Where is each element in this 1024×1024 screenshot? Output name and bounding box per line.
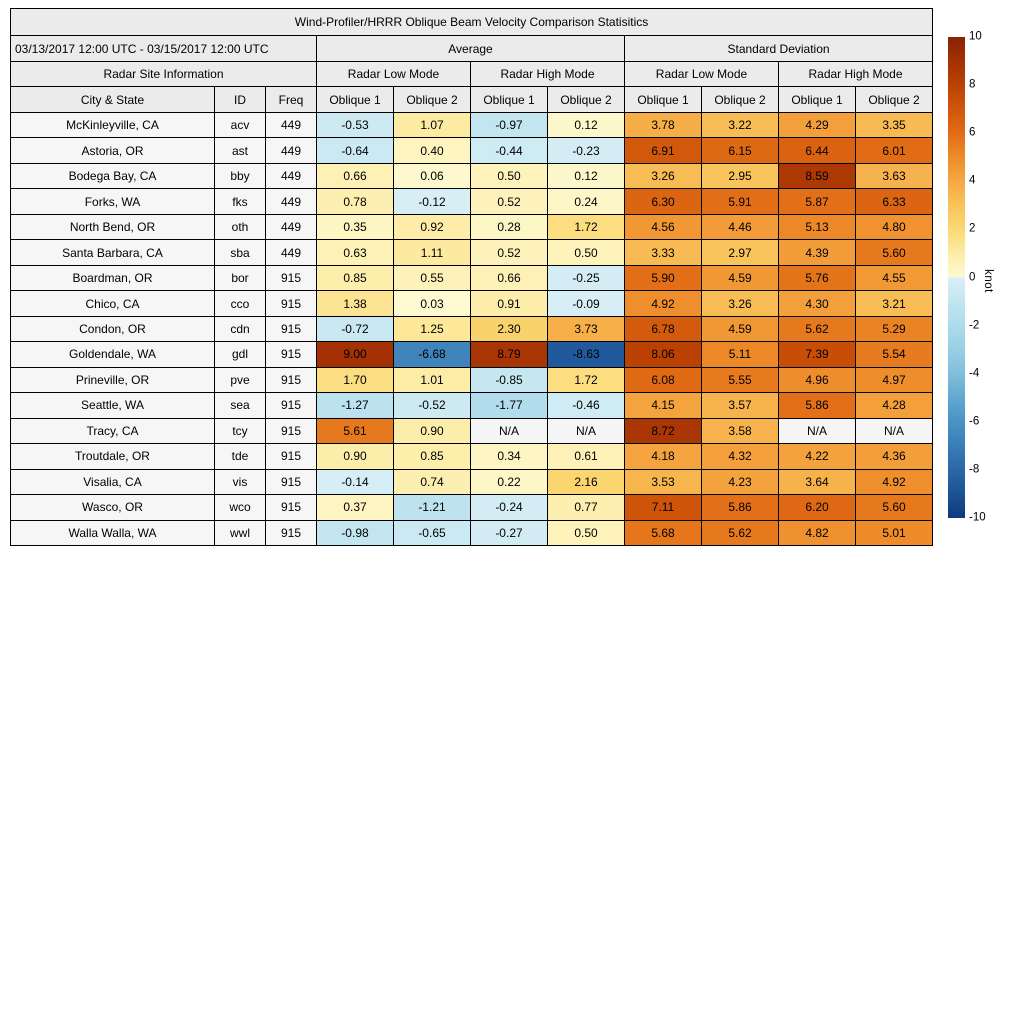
table-row [11, 189, 933, 214]
freq-cell: 915 [266, 316, 317, 341]
table-row [11, 418, 933, 443]
table-row [11, 240, 933, 265]
value-cell: 4.96 [779, 367, 856, 392]
value-cell: -1.77 [471, 393, 548, 418]
value-cell: -0.46 [548, 393, 625, 418]
id-cell: vis [215, 469, 266, 494]
value-cell: 7.39 [779, 342, 856, 367]
value-cell: 3.64 [779, 469, 856, 494]
value-cell: 0.91 [471, 291, 548, 316]
table-row [11, 113, 933, 138]
id-cell: pve [215, 367, 266, 392]
value-cell: 8.06 [625, 342, 702, 367]
header-oblique2: Oblique 2 [394, 87, 471, 113]
value-cell: 3.57 [702, 393, 779, 418]
city-cell: Condon, OR [11, 316, 215, 341]
header-average: Average [317, 36, 625, 62]
header-standard-deviation: Standard Deviation [625, 36, 933, 62]
value-cell: 6.15 [702, 138, 779, 163]
freq-cell: 449 [266, 138, 317, 163]
value-cell: 3.26 [702, 291, 779, 316]
value-cell: -0.97 [471, 113, 548, 138]
value-cell: 0.92 [394, 214, 471, 239]
value-cell: 4.28 [856, 393, 933, 418]
id-cell: bby [215, 163, 266, 188]
value-cell: 8.79 [471, 342, 548, 367]
value-cell: 5.62 [779, 316, 856, 341]
value-cell: 4.29 [779, 113, 856, 138]
table-row [11, 265, 933, 290]
value-cell: 0.52 [471, 189, 548, 214]
value-cell: 3.33 [625, 240, 702, 265]
value-cell: -0.53 [317, 113, 394, 138]
value-cell: 0.63 [317, 240, 394, 265]
value-cell: 0.35 [317, 214, 394, 239]
colorbar-tick-label: -6 [969, 415, 980, 428]
value-cell: -0.52 [394, 393, 471, 418]
value-cell: 3.63 [856, 163, 933, 188]
header-oblique1: Oblique 1 [317, 87, 394, 113]
table-row [11, 367, 933, 392]
value-cell: 6.91 [625, 138, 702, 163]
city-cell: Chico, CA [11, 291, 215, 316]
value-cell: 5.01 [856, 520, 933, 545]
table-row [11, 393, 933, 418]
value-cell: 0.28 [471, 214, 548, 239]
value-cell: 5.86 [702, 495, 779, 520]
header-radar-site-information: Radar Site Information [11, 62, 317, 87]
value-cell: 6.78 [625, 316, 702, 341]
city-cell: Santa Barbara, CA [11, 240, 215, 265]
value-cell: N/A [548, 418, 625, 443]
header-std-low-mode: Radar Low Mode [625, 62, 779, 87]
colorbar-tick-label: 10 [969, 30, 982, 43]
value-cell: 0.50 [471, 163, 548, 188]
header-oblique1: Oblique 1 [471, 87, 548, 113]
value-cell: 1.07 [394, 113, 471, 138]
id-cell: fks [215, 189, 266, 214]
value-cell: 3.58 [702, 418, 779, 443]
value-cell: 0.77 [548, 495, 625, 520]
value-cell: 1.25 [394, 316, 471, 341]
value-cell: 4.18 [625, 444, 702, 469]
value-cell: 4.82 [779, 520, 856, 545]
value-cell: 9.00 [317, 342, 394, 367]
table-row [11, 214, 933, 239]
table-body [11, 113, 933, 546]
freq-cell: 915 [266, 520, 317, 545]
time-period-label: 03/13/2017 12:00 UTC - 03/15/2017 12:00 UTC [11, 36, 317, 62]
value-cell: -0.72 [317, 316, 394, 341]
value-cell: 5.76 [779, 265, 856, 290]
value-cell: 1.01 [394, 367, 471, 392]
colorbar-tick-label: 4 [969, 174, 976, 187]
header-freq: Freq [266, 87, 317, 113]
colorbar-tick-label: 6 [969, 126, 976, 139]
value-cell: N/A [471, 418, 548, 443]
value-cell: 1.72 [548, 367, 625, 392]
id-cell: wco [215, 495, 266, 520]
value-cell: 3.26 [625, 163, 702, 188]
value-cell: -0.98 [317, 520, 394, 545]
value-cell: -8.63 [548, 342, 625, 367]
value-cell: 3.53 [625, 469, 702, 494]
value-cell: 4.59 [702, 316, 779, 341]
value-cell: 0.12 [548, 163, 625, 188]
colorbar-tick-label: -4 [969, 366, 980, 379]
id-cell: wwl [215, 520, 266, 545]
value-cell: 6.30 [625, 189, 702, 214]
value-cell: 0.90 [317, 444, 394, 469]
header-avg-high-mode: Radar High Mode [471, 62, 625, 87]
value-cell: 0.85 [394, 444, 471, 469]
value-cell: -0.85 [471, 367, 548, 392]
value-cell: 2.16 [548, 469, 625, 494]
value-cell: 4.92 [625, 291, 702, 316]
table-row [11, 444, 933, 469]
value-cell: 0.22 [471, 469, 548, 494]
table-row [11, 316, 933, 341]
value-cell: 5.91 [702, 189, 779, 214]
value-cell: 5.54 [856, 342, 933, 367]
value-cell: 4.15 [625, 393, 702, 418]
city-cell: Prineville, OR [11, 367, 215, 392]
value-cell: -1.21 [394, 495, 471, 520]
freq-cell: 915 [266, 393, 317, 418]
value-cell: 0.85 [317, 265, 394, 290]
value-cell: 3.22 [702, 113, 779, 138]
value-cell: 8.59 [779, 163, 856, 188]
city-cell: Forks, WA [11, 189, 215, 214]
value-cell: 5.61 [317, 418, 394, 443]
value-cell: 4.46 [702, 214, 779, 239]
header-std-high-mode: Radar High Mode [779, 62, 933, 87]
city-cell: Wasco, OR [11, 495, 215, 520]
city-cell: Seattle, WA [11, 393, 215, 418]
value-cell: 4.32 [702, 444, 779, 469]
header-oblique2: Oblique 2 [548, 87, 625, 113]
table-row [11, 163, 933, 188]
value-cell: 4.92 [856, 469, 933, 494]
value-cell: 0.03 [394, 291, 471, 316]
header-oblique2: Oblique 2 [702, 87, 779, 113]
id-cell: bor [215, 265, 266, 290]
value-cell: 0.90 [394, 418, 471, 443]
value-cell: 8.72 [625, 418, 702, 443]
id-cell: cco [215, 291, 266, 316]
value-cell: 0.12 [548, 113, 625, 138]
header-oblique1: Oblique 1 [625, 87, 702, 113]
value-cell: 4.80 [856, 214, 933, 239]
freq-cell: 449 [266, 113, 317, 138]
value-cell: -0.25 [548, 265, 625, 290]
value-cell: 0.78 [317, 189, 394, 214]
value-cell: 6.33 [856, 189, 933, 214]
value-cell: 2.30 [471, 316, 548, 341]
id-cell: tcy [215, 418, 266, 443]
value-cell: 4.36 [856, 444, 933, 469]
header-id: ID [215, 87, 266, 113]
table-row [11, 495, 933, 520]
city-cell: Bodega Bay, CA [11, 163, 215, 188]
value-cell: N/A [779, 418, 856, 443]
colorbar-unit-label: knot [982, 269, 994, 293]
value-cell: 5.60 [856, 495, 933, 520]
table-title: Wind-Profiler/HRRR Oblique Beam Velocity Comparison Statisitics [11, 9, 933, 36]
value-cell: 6.44 [779, 138, 856, 163]
freq-cell: 915 [266, 291, 317, 316]
freq-cell: 915 [266, 342, 317, 367]
city-cell: Walla Walla, WA [11, 520, 215, 545]
value-cell: 3.78 [625, 113, 702, 138]
value-cell: 7.11 [625, 495, 702, 520]
value-cell: 5.68 [625, 520, 702, 545]
header-city-state: City & State [11, 87, 215, 113]
city-cell: McKinleyville, CA [11, 113, 215, 138]
value-cell: -0.09 [548, 291, 625, 316]
value-cell: 1.70 [317, 367, 394, 392]
value-cell: 1.11 [394, 240, 471, 265]
value-cell: 4.97 [856, 367, 933, 392]
table-row [11, 138, 933, 163]
freq-cell: 915 [266, 418, 317, 443]
freq-cell: 915 [266, 444, 317, 469]
value-cell: 4.55 [856, 265, 933, 290]
freq-cell: 449 [266, 214, 317, 239]
colorbar-tick-label: -2 [969, 318, 980, 331]
value-cell: N/A [856, 418, 933, 443]
colorbar-tick-label: 8 [969, 78, 976, 91]
value-cell: -0.65 [394, 520, 471, 545]
value-cell: 3.73 [548, 316, 625, 341]
freq-cell: 915 [266, 367, 317, 392]
value-cell: 5.13 [779, 214, 856, 239]
value-cell: -0.23 [548, 138, 625, 163]
value-cell: 5.86 [779, 393, 856, 418]
header-oblique1: Oblique 1 [779, 87, 856, 113]
value-cell: 5.29 [856, 316, 933, 341]
colorbar-tick-label: -10 [969, 511, 986, 524]
value-cell: 4.22 [779, 444, 856, 469]
value-cell: 0.55 [394, 265, 471, 290]
value-cell: 2.97 [702, 240, 779, 265]
value-cell: 0.06 [394, 163, 471, 188]
id-cell: ast [215, 138, 266, 163]
value-cell: -0.12 [394, 189, 471, 214]
value-cell: 4.30 [779, 291, 856, 316]
value-cell: -1.27 [317, 393, 394, 418]
value-cell: -0.24 [471, 495, 548, 520]
value-cell: 0.37 [317, 495, 394, 520]
id-cell: sba [215, 240, 266, 265]
city-cell: Visalia, CA [11, 469, 215, 494]
freq-cell: 449 [266, 163, 317, 188]
id-cell: acv [215, 113, 266, 138]
value-cell: 0.34 [471, 444, 548, 469]
value-cell: 1.38 [317, 291, 394, 316]
value-cell: 4.56 [625, 214, 702, 239]
value-cell: 3.21 [856, 291, 933, 316]
value-cell: 4.23 [702, 469, 779, 494]
value-cell: 4.59 [702, 265, 779, 290]
value-cell: -0.64 [317, 138, 394, 163]
colorbar-gradient [948, 37, 965, 518]
id-cell: oth [215, 214, 266, 239]
city-cell: Troutdale, OR [11, 444, 215, 469]
stats-table-container [10, 8, 933, 546]
colorbar-tick-label: 2 [969, 222, 976, 235]
stats-table [10, 8, 933, 546]
value-cell: 0.50 [548, 240, 625, 265]
value-cell: 5.87 [779, 189, 856, 214]
value-cell: -6.68 [394, 342, 471, 367]
id-cell: sea [215, 393, 266, 418]
value-cell: 0.50 [548, 520, 625, 545]
value-cell: 2.95 [702, 163, 779, 188]
header-oblique2: Oblique 2 [856, 87, 933, 113]
value-cell: 0.24 [548, 189, 625, 214]
city-cell: Astoria, OR [11, 138, 215, 163]
value-cell: 5.11 [702, 342, 779, 367]
freq-cell: 449 [266, 189, 317, 214]
value-cell: 5.62 [702, 520, 779, 545]
freq-cell: 915 [266, 469, 317, 494]
city-cell: Tracy, CA [11, 418, 215, 443]
value-cell: -0.44 [471, 138, 548, 163]
table-row [11, 291, 933, 316]
value-cell: 5.90 [625, 265, 702, 290]
value-cell: 1.72 [548, 214, 625, 239]
value-cell: 0.66 [471, 265, 548, 290]
value-cell: 0.40 [394, 138, 471, 163]
value-cell: 5.60 [856, 240, 933, 265]
city-cell: Goldendale, WA [11, 342, 215, 367]
freq-cell: 449 [266, 240, 317, 265]
value-cell: 6.01 [856, 138, 933, 163]
city-cell: Boardman, OR [11, 265, 215, 290]
value-cell: 0.74 [394, 469, 471, 494]
table-row [11, 469, 933, 494]
colorbar-tick-label: 0 [969, 270, 976, 283]
value-cell: -0.14 [317, 469, 394, 494]
id-cell: cdn [215, 316, 266, 341]
colorbar-tick-label: -8 [969, 463, 980, 476]
value-cell: 0.61 [548, 444, 625, 469]
value-cell: 4.39 [779, 240, 856, 265]
table-row [11, 342, 933, 367]
value-cell: 3.35 [856, 113, 933, 138]
freq-cell: 915 [266, 495, 317, 520]
city-cell: North Bend, OR [11, 214, 215, 239]
value-cell: 0.52 [471, 240, 548, 265]
header-avg-low-mode: Radar Low Mode [317, 62, 471, 87]
value-cell: 5.55 [702, 367, 779, 392]
freq-cell: 915 [266, 265, 317, 290]
id-cell: gdl [215, 342, 266, 367]
value-cell: -0.27 [471, 520, 548, 545]
value-cell: 6.08 [625, 367, 702, 392]
id-cell: tde [215, 444, 266, 469]
value-cell: 0.66 [317, 163, 394, 188]
table-row [11, 520, 933, 545]
value-cell: 6.20 [779, 495, 856, 520]
